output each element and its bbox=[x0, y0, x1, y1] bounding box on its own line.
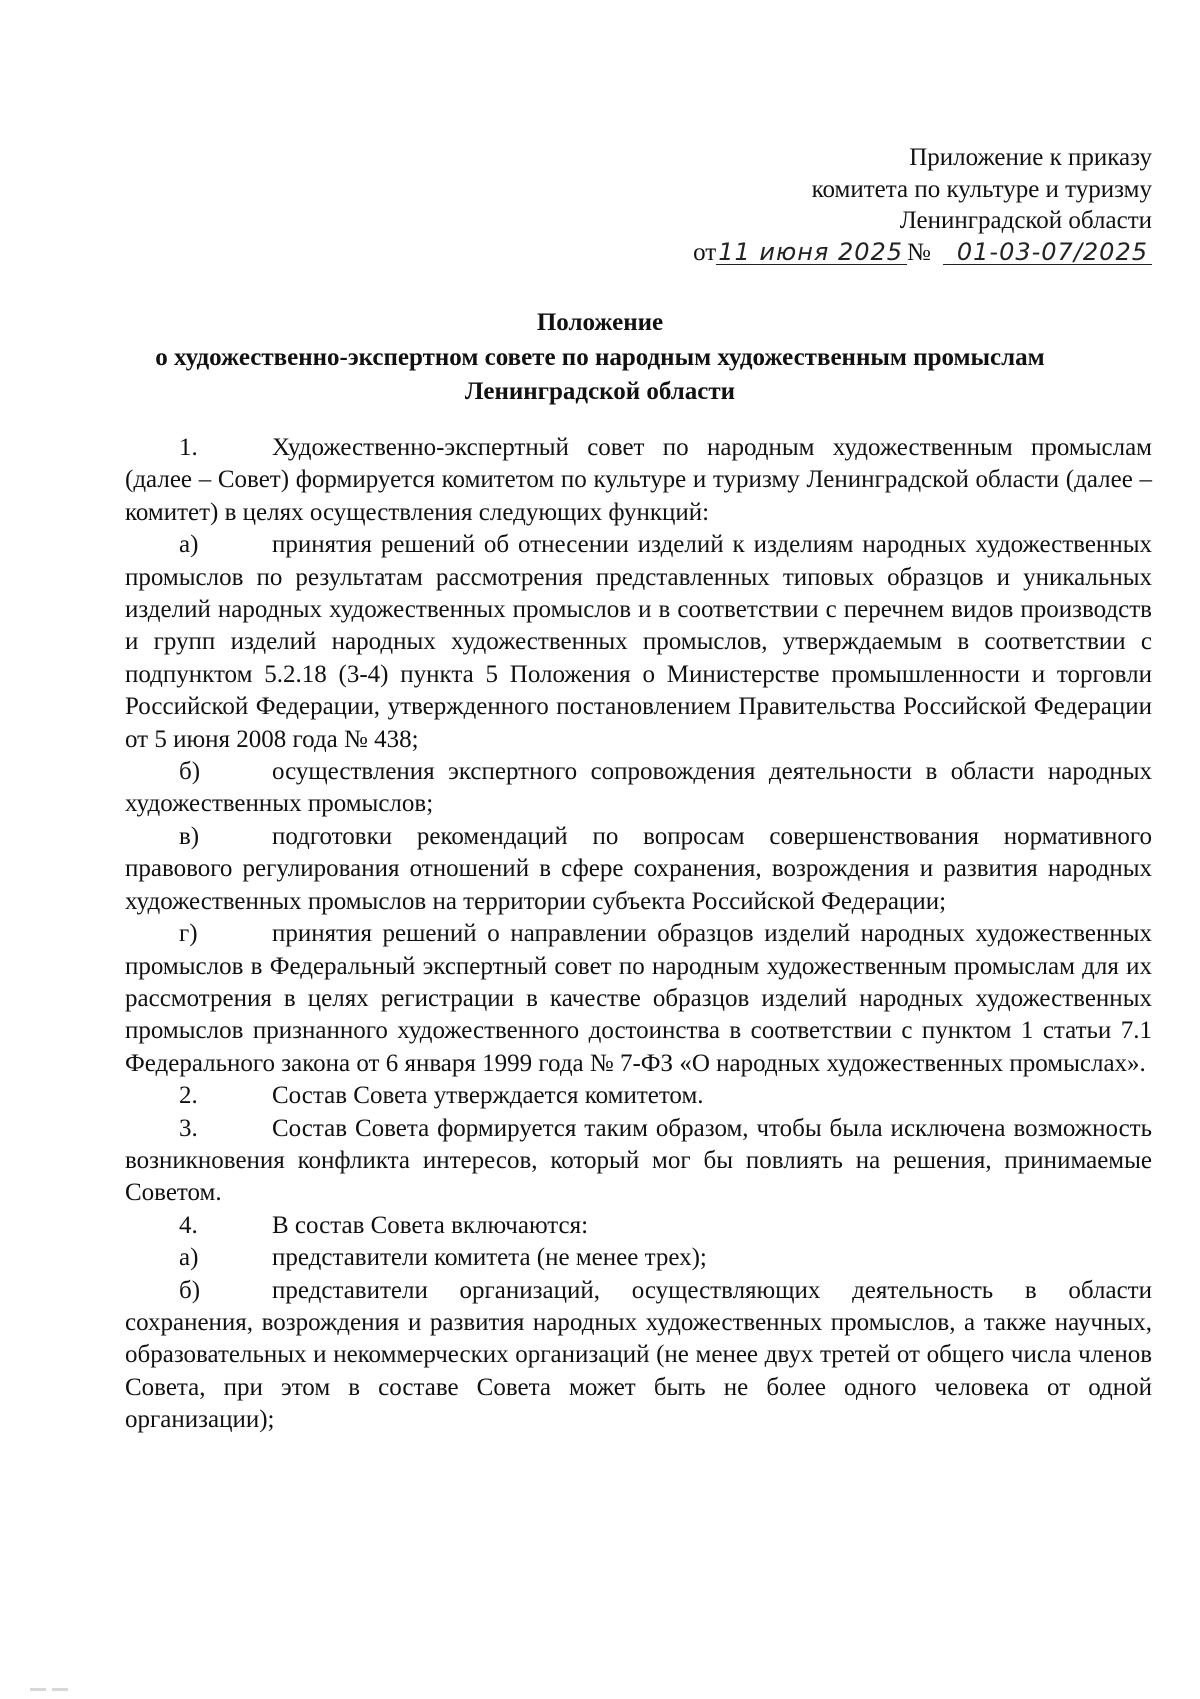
order-reference bbox=[600, 237, 1152, 269]
subitem-1v bbox=[125, 821, 1152, 918]
paragraph-text: представители организаций, осуществляющих деятельность в области сохранения, возрождения и развития народных художественных промыслов, а также научных, образовательных и некоммерческих организаций (не менее двух третей от общего числа членов Совета, при этом в составе Совета может быть не более одного человека от одной организации); bbox=[125, 1276, 1152, 1434]
date-prefix: от bbox=[693, 238, 717, 266]
title-line-3: Ленинградской области bbox=[464, 378, 736, 405]
subitem-1a bbox=[125, 529, 1152, 756]
item-marker: 3. bbox=[179, 1114, 198, 1142]
appendix-line-1: Приложение к приказу bbox=[909, 144, 1152, 171]
title-line-1: Положение bbox=[536, 309, 664, 336]
paragraph-1 bbox=[125, 432, 1152, 529]
paragraph-text: принятия решений об отнесении изделий к изделиям народных художественных промыслов по результатам рассмотрения представленных типовых образцов и уникальных изделий народных художественных промыслов и в соответствии с перечнем видов производств и групп изделий народных художественных промыслов, утверждаемым в соответствии с подпунктом 5.2.18 (3-4) пункта 5 Положения о Министерстве промышленности и торговли Российской Федерации, утвержденного постановлением Правительства Российской Федерации от 5 июня 2008 года № 438; bbox=[125, 531, 1152, 753]
item-marker: б) bbox=[179, 1276, 201, 1304]
paragraph-text: осуществления экспертного сопровождения деятельности в области народных художественных промыслов; bbox=[125, 758, 1152, 818]
paragraph-text: Художественно-экспертный совет по народным художественным промыслам (далее – Совет) формируется комитетом по культуре и туризму Ленинградской области (далее – комитет) в целях осуществления следующих функций: bbox=[125, 434, 1152, 526]
item-marker: 4. bbox=[179, 1211, 198, 1239]
paragraph-4 bbox=[125, 1210, 1152, 1242]
item-marker: 2. bbox=[179, 1082, 198, 1110]
paragraph-text: Состав Совета формируется таким образом, чтобы была исключена возможность возникновения конфликта интересов, который мог бы повлиять на решения, принимаемые Советом. bbox=[125, 1114, 1152, 1207]
item-marker: б) bbox=[179, 758, 201, 786]
scan-artifact bbox=[30, 1688, 90, 1692]
subitem-4b bbox=[125, 1275, 1152, 1437]
item-marker: а) bbox=[179, 531, 199, 559]
item-marker: в) bbox=[179, 822, 200, 850]
title-line-2: о художественно-экспертном совете по народным художественным промыслам bbox=[155, 343, 1045, 371]
paragraph-text: подготовки рекомендаций по вопросам совершенствования нормативного правового регулирования отношений в сфере сохранения, возрождения и развития народных художественных промыслов на территории субъекта Российской Федерации; bbox=[125, 822, 1152, 915]
subitem-1g bbox=[125, 918, 1152, 1080]
item-marker: г) bbox=[179, 920, 198, 948]
handwritten-date: 11 июня 2025 bbox=[716, 240, 907, 265]
subitem-4a bbox=[125, 1242, 1152, 1274]
paragraph-3 bbox=[125, 1113, 1152, 1210]
paragraph-text: В состав Совета включаются: bbox=[272, 1211, 589, 1239]
handwritten-order-number: 01-03-07/2025 bbox=[943, 240, 1152, 265]
item-marker: а) bbox=[179, 1244, 199, 1272]
document-body bbox=[125, 432, 1152, 1437]
subitem-1b bbox=[125, 756, 1152, 821]
paragraph-text: принятия решений о направлении образцов изделий народных художественных промыслов в Федеральный экспертный совет по народным художественным промыслам для их рассмотрения в целях регистрации в качестве образцов изделий народных художественных промыслов признанного художественного достоинства в соответствии с пунктом 1 статьи 7.1 Федерального закона от 6 января 1999 года № 7-ФЗ «О народных художественных промыслах». bbox=[125, 920, 1152, 1077]
paragraph-text: представители комитета (не менее трех); bbox=[272, 1244, 707, 1272]
appendix-line-2: комитета по культуре и туризму bbox=[811, 175, 1152, 203]
item-marker: 1. bbox=[179, 434, 198, 461]
appendix-line-3: Ленинградской области bbox=[899, 207, 1152, 234]
paragraph-2 bbox=[125, 1080, 1152, 1112]
appendix-header bbox=[600, 142, 1152, 268]
document-title bbox=[100, 306, 1100, 410]
paragraph-text: Состав Совета утверждается комитетом. bbox=[272, 1082, 704, 1110]
number-sign: № bbox=[907, 238, 931, 266]
